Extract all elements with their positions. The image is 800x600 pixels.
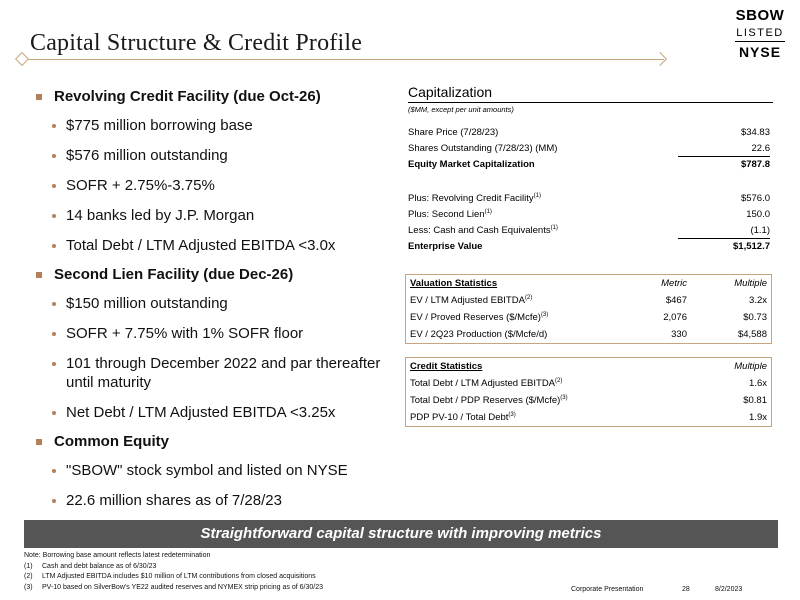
- row-label: [410, 409, 687, 426]
- logo-ticker: SBOW: [735, 7, 785, 24]
- multiple-value: 3.2x: [749, 295, 767, 306]
- bullet-item-text: $576 million outstanding: [66, 147, 228, 164]
- multiple-value: 1.6x: [749, 378, 767, 389]
- footnote-ref: (3): [508, 411, 516, 418]
- footnote-text: PV-10 based on SilverBow's YE22 audited reserves and NYMEX strip pricing as of 6/30/23: [42, 583, 323, 591]
- table-header: [410, 275, 767, 292]
- row-label: [410, 375, 687, 392]
- row-label: Share Price (7/28/23): [408, 127, 499, 138]
- row-value: (1.1): [678, 223, 770, 239]
- table-row: [410, 292, 767, 309]
- bullet-item-text: 14 banks led by J.P. Morgan: [66, 207, 255, 224]
- logo-exchange: NYSE: [738, 44, 782, 60]
- table-row: [408, 223, 770, 239]
- square-bullet-icon: [36, 439, 42, 445]
- footnote-ref: (1): [533, 192, 541, 199]
- footer-date: 8/2/2023: [715, 586, 743, 593]
- footnote-ref: (1): [484, 208, 492, 215]
- bullet-heading: [36, 266, 386, 283]
- page-title: Capital Structure & Credit Profile: [30, 30, 363, 56]
- bullet-item: [52, 491, 386, 510]
- row-label: [410, 392, 687, 409]
- footnote-ref: (3): [560, 394, 568, 401]
- bullet-item-text: Total Debt / LTM Adjusted EBITDA <3.0x: [66, 237, 336, 254]
- credit-heading: Credit Statistics: [410, 361, 483, 372]
- row-label-text: PDP PV-10 / Total Debt: [410, 412, 509, 423]
- row-label: Equity Market Capitalization: [408, 159, 535, 170]
- row-value: 22.6: [678, 141, 770, 157]
- summary-banner: Straightforward capital structure with improving metrics: [24, 520, 778, 548]
- bullet-item: [52, 236, 386, 255]
- footnote: [24, 562, 323, 573]
- bullet-item: [52, 324, 386, 343]
- bullet-item-text: SOFR + 2.75%-3.75%: [66, 177, 215, 194]
- table-row: [408, 157, 770, 173]
- footnote: [24, 583, 323, 594]
- square-bullet-icon: [36, 272, 42, 278]
- bullet-item-text: "SBOW" stock symbol and listed on NYSE: [66, 462, 348, 479]
- bullet-heading: [36, 433, 386, 450]
- row-label-text: EV / Proved Reserves ($/Mcfe): [410, 312, 541, 323]
- dot-bullet-icon: [52, 411, 56, 415]
- column-header-metric: Metric: [661, 278, 687, 289]
- dot-bullet-icon: [52, 154, 56, 158]
- row-value: $787.8: [740, 159, 770, 170]
- row-value: $1,512.7: [733, 241, 770, 252]
- row-label: [410, 292, 627, 309]
- footnote-number: (3): [24, 583, 33, 591]
- sbow-nyse-logo: [735, 7, 785, 60]
- valuation-statistics-box: [405, 274, 772, 344]
- bullet-item: [52, 294, 386, 313]
- metric-value: $467: [665, 295, 687, 306]
- row-label: Enterprise Value: [408, 241, 483, 252]
- table-row: [410, 375, 767, 392]
- dot-bullet-icon: [52, 214, 56, 218]
- row-label-text: Less: Cash and Cash Equivalents: [408, 225, 551, 236]
- multiple-value: $0.73: [743, 312, 767, 323]
- footnote-note: Note: Borrowing base amount reflects latest redetermination: [24, 552, 211, 559]
- divider-arrow-icon: [653, 52, 667, 66]
- capitalization-note: ($MM, except per unit amounts): [408, 105, 514, 114]
- bullet-item: [52, 354, 386, 392]
- divider-diamond-icon: [15, 52, 29, 66]
- metric-value: 2,076: [663, 312, 687, 323]
- row-value: 150.0: [746, 209, 770, 220]
- table-header: [410, 358, 767, 375]
- bullet-heading-text: Second Lien Facility (due Dec-26): [54, 266, 294, 283]
- row-label-text: Total Debt / PDP Reserves ($/Mcfe): [410, 395, 561, 406]
- row-label: EV / 2Q23 Production ($/Mcfe/d): [410, 329, 548, 340]
- row-label: [408, 207, 492, 223]
- dot-bullet-icon: [52, 302, 56, 306]
- row-label: [410, 309, 627, 326]
- footnote-ref: (2): [524, 294, 533, 301]
- table-row: [410, 409, 767, 426]
- multiple-value: $0.81: [743, 395, 767, 406]
- capitalization-heading: Capitalization: [408, 84, 773, 103]
- dot-bullet-icon: [52, 124, 56, 128]
- footnote-ref: (3): [540, 311, 549, 318]
- bullet-item-text: 22.6 million shares as of 7/28/23: [66, 492, 282, 509]
- table-spacer: [408, 173, 770, 191]
- title-divider: [22, 59, 664, 60]
- table-row: [408, 125, 770, 141]
- bullet-item: [52, 403, 386, 422]
- table-row: [408, 191, 770, 207]
- capitalization-table: [408, 125, 770, 255]
- bullet-item-text: 101 through December 2022 and par thereafter until maturity: [66, 355, 381, 391]
- footnote-ref: (2): [555, 377, 563, 384]
- bullet-item: [52, 461, 386, 480]
- bullet-heading: [36, 88, 386, 105]
- row-label: [408, 223, 558, 239]
- bullet-item: [52, 116, 386, 135]
- footnotes: [24, 551, 323, 593]
- footnote-number: (2): [24, 573, 33, 580]
- dot-bullet-icon: [52, 499, 56, 503]
- bullet-heading-text: Common Equity: [54, 433, 169, 450]
- logo-listed: LISTED: [735, 27, 785, 42]
- footnote-text: LTM Adjusted EBITDA includes $10 million of LTM contributions from closed acquisitions: [42, 573, 316, 580]
- column-header-multiple: Multiple: [734, 361, 767, 372]
- row-label-text: EV / LTM Adjusted EBITDA: [410, 295, 525, 306]
- row-label-text: Total Debt / LTM Adjusted EBITDA: [410, 378, 556, 389]
- table-row: [410, 326, 767, 343]
- dot-bullet-icon: [52, 332, 56, 336]
- multiple-value: 1.9x: [749, 412, 767, 423]
- row-value: $576.0: [740, 193, 770, 204]
- credit-statistics-box: [405, 357, 772, 427]
- footnote-number: (1): [24, 562, 33, 570]
- bullet-list: [36, 88, 386, 521]
- dot-bullet-icon: [52, 184, 56, 188]
- footnote-text: Cash and debt balance as of 6/30/23: [42, 562, 157, 570]
- bullet-item: [52, 206, 386, 225]
- bullet-item-text: $775 million borrowing base: [66, 117, 253, 134]
- footer-label: Corporate Presentation: [571, 586, 644, 593]
- row-label: [408, 191, 541, 207]
- dot-bullet-icon: [52, 244, 56, 248]
- bullet-heading-text: Revolving Credit Facility (due Oct-26): [54, 88, 321, 105]
- column-header-multiple: Multiple: [734, 278, 767, 289]
- bullet-item-text: $150 million outstanding: [66, 295, 228, 312]
- table-row: [410, 392, 767, 409]
- bullet-item: [52, 176, 386, 195]
- dot-bullet-icon: [52, 469, 56, 473]
- row-label-text: Plus: Second Lien: [408, 209, 485, 220]
- table-row: [408, 141, 770, 157]
- multiple-value: $4,588: [737, 329, 767, 340]
- square-bullet-icon: [36, 94, 42, 100]
- page-number: 28: [682, 586, 690, 593]
- table-row: [410, 309, 767, 326]
- bullet-item-text: Net Debt / LTM Adjusted EBITDA <3.25x: [66, 404, 336, 421]
- footnote: [24, 572, 323, 583]
- table-row: [408, 207, 770, 223]
- table-row: [408, 239, 770, 255]
- footnote-ref: (1): [550, 224, 558, 231]
- bullet-item-text: SOFR + 7.75% with 1% SOFR floor: [66, 325, 304, 342]
- valuation-heading: Valuation Statistics: [410, 278, 498, 289]
- dot-bullet-icon: [52, 362, 56, 366]
- bullet-item: [52, 146, 386, 165]
- metric-value: 330: [671, 329, 687, 340]
- row-value: $34.83: [740, 127, 770, 138]
- row-label-text: Plus: Revolving Credit Facility: [408, 193, 534, 204]
- row-label: Shares Outstanding (7/28/23) (MM): [408, 143, 558, 154]
